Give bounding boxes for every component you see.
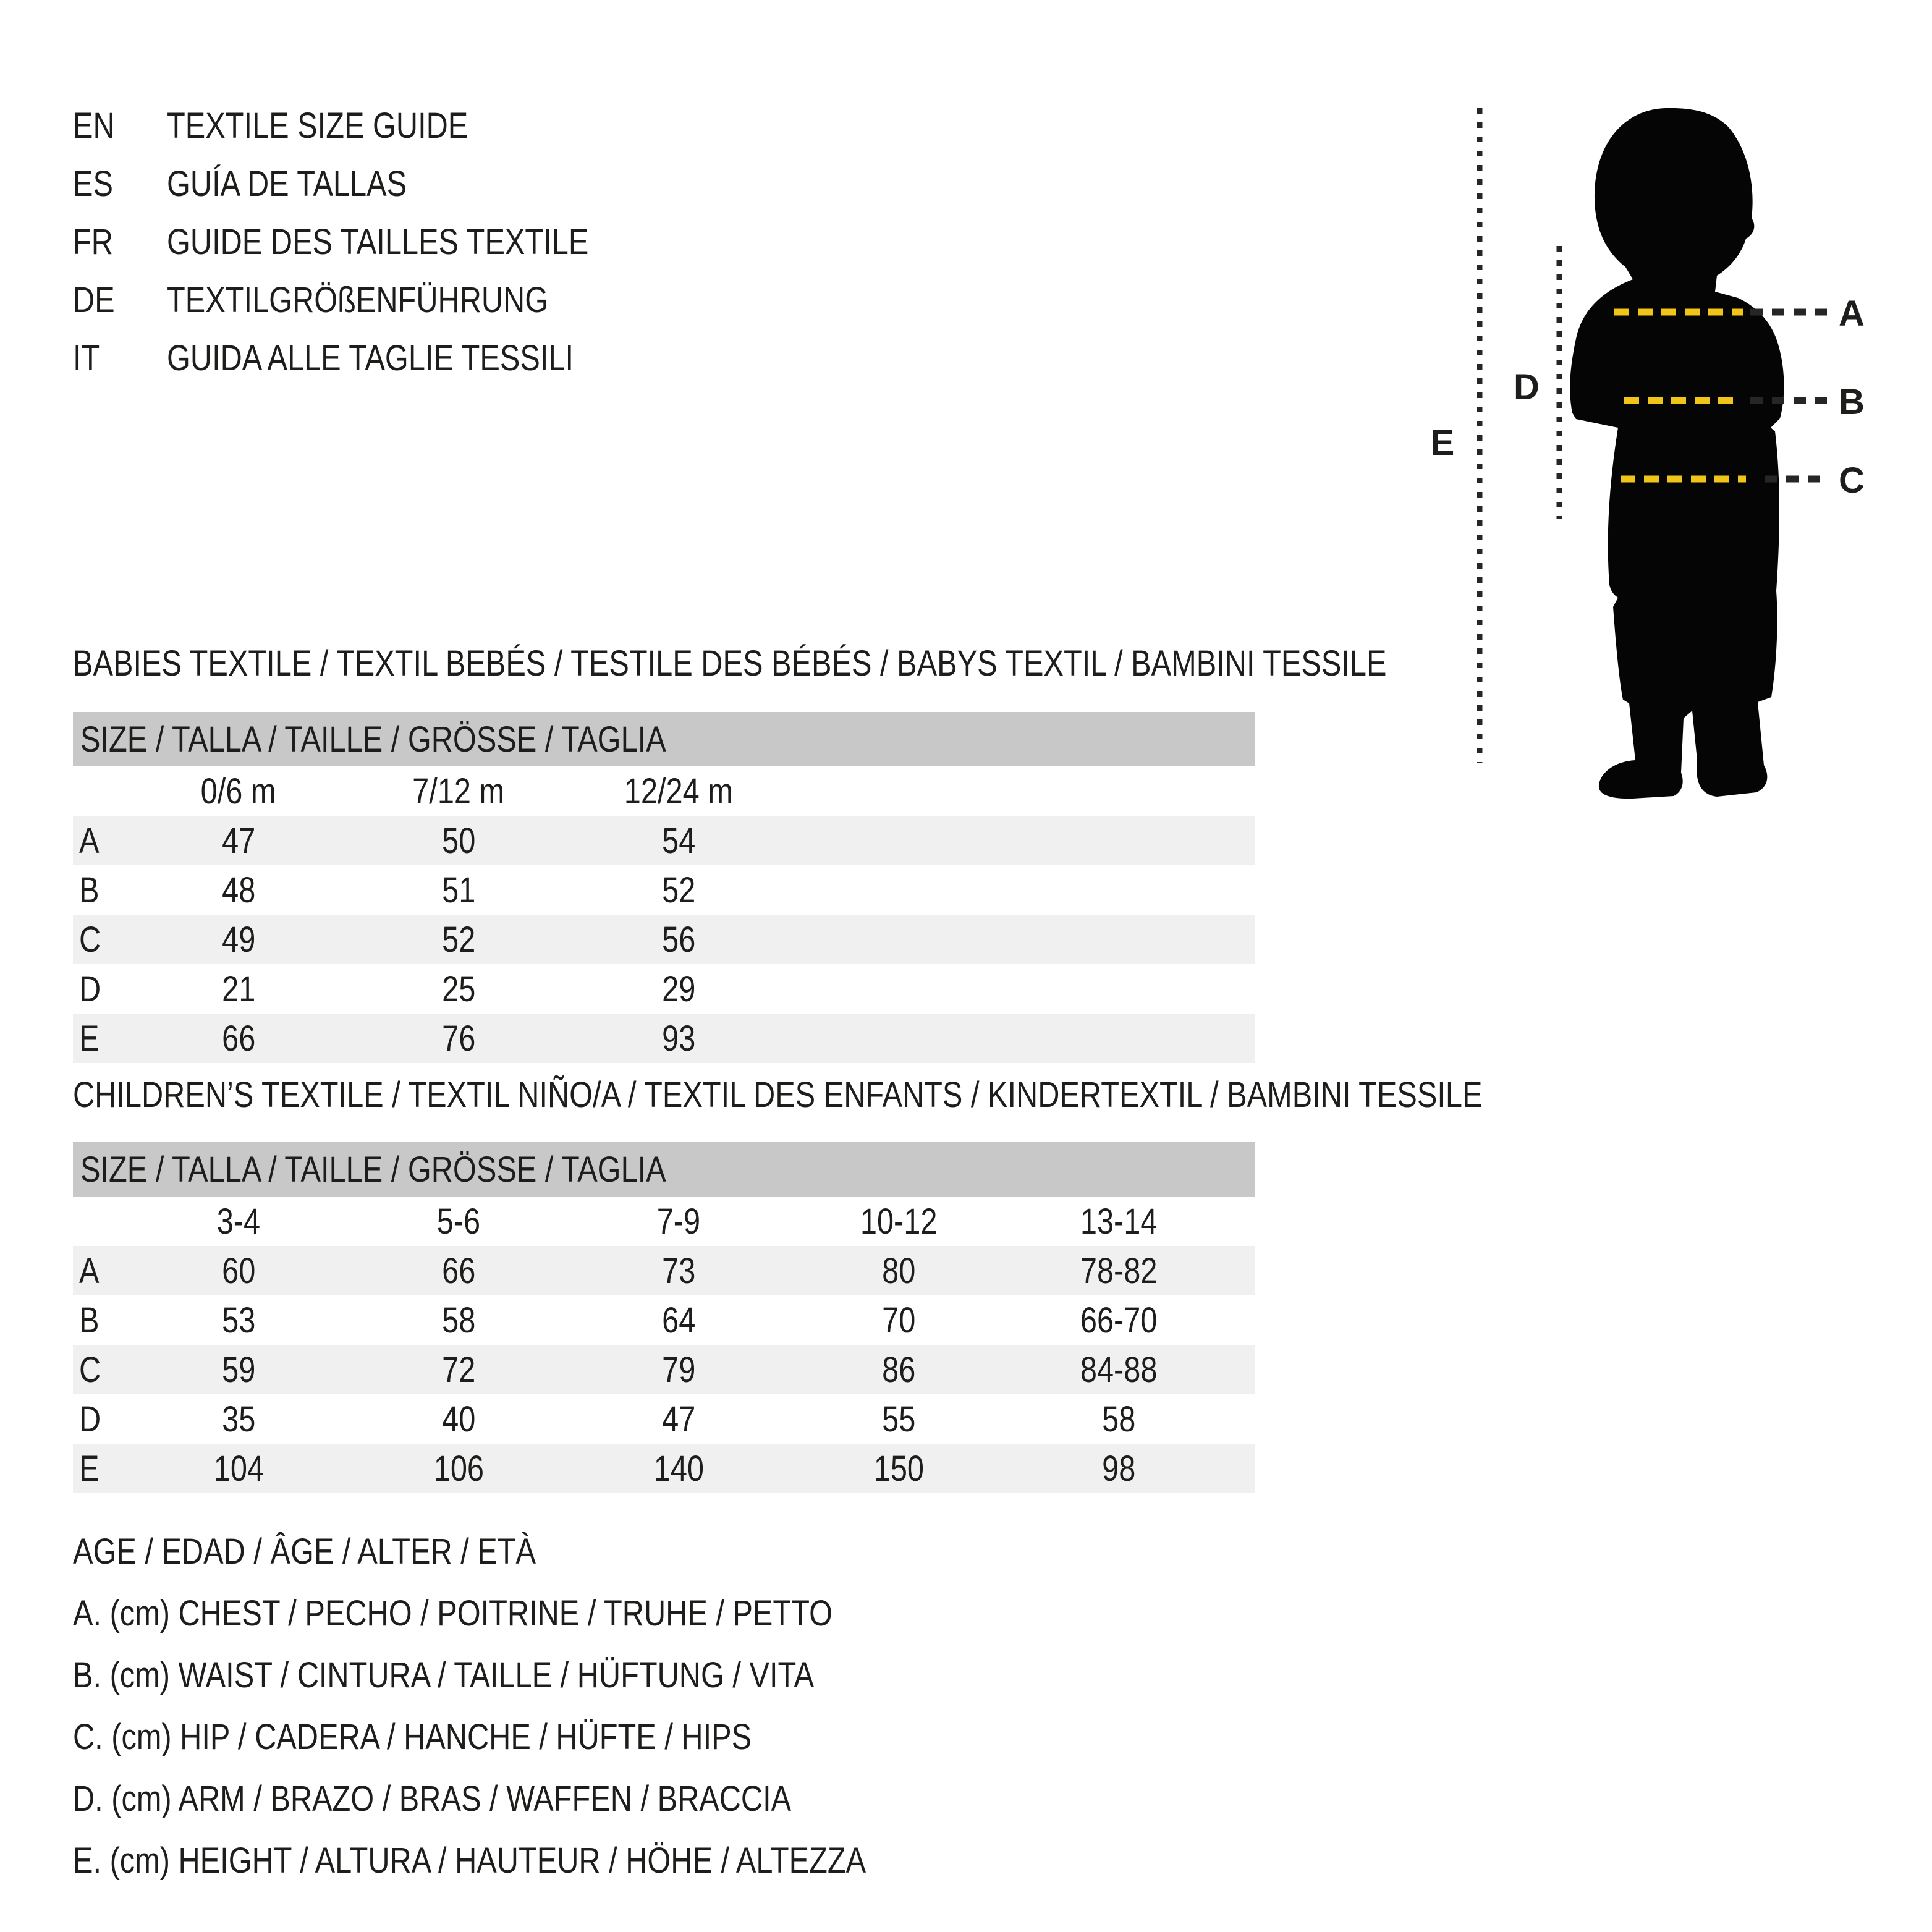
table-row [73, 1014, 1255, 1063]
table-row [73, 915, 1255, 964]
language-code-de: DE [73, 279, 115, 320]
cell: 21 [221, 968, 256, 1009]
cell: 25 [441, 968, 476, 1009]
cell: 58 [441, 1300, 476, 1341]
cell: 47 [221, 820, 256, 861]
legend-arm: D. (cm) ARM / BRAZO / BRAS / WAFFEN / BRACCIA [73, 1778, 792, 1819]
cell: 51 [441, 870, 476, 910]
cell: 79 [661, 1349, 696, 1390]
cell: 52 [661, 870, 696, 910]
column-header: 13-14 [1080, 1201, 1158, 1242]
babies-size-header-bar: SIZE / TALLA / TAILLE / GRÖSSE / TAGLIA [73, 712, 1255, 766]
label-chest-a: A [1839, 294, 1865, 334]
table-row [73, 1444, 1255, 1493]
language-title-de: TEXTILGRÖßENFÜHRUNG [167, 279, 549, 320]
children-size-header-bar: SIZE / TALLA / TAILLE / GRÖSSE / TAGLIA [73, 1142, 1255, 1197]
table-row [73, 1345, 1255, 1394]
column-header: 5-6 [436, 1201, 481, 1242]
column-header: 0/6 m [201, 771, 276, 811]
language-code-fr: FR [73, 221, 113, 262]
row-label: E [79, 1448, 100, 1489]
cell: 73 [661, 1250, 696, 1291]
row-label: B [79, 1300, 100, 1341]
language-title-list [73, 96, 669, 387]
cell: 59 [221, 1349, 256, 1390]
legend-chest: A. (cm) CHEST / PECHO / POITRINE / TRUHE / PETTO [73, 1593, 833, 1633]
cell: 49 [221, 919, 256, 960]
legend-age: AGE / EDAD / ÂGE / ALTER / ETÀ [73, 1531, 536, 1572]
language-code-it: IT [73, 337, 100, 378]
cell: 106 [433, 1448, 484, 1489]
cell: 47 [661, 1399, 696, 1439]
row-label: A [79, 820, 100, 861]
cell: 66 [221, 1018, 256, 1059]
cell: 40 [441, 1399, 476, 1439]
table-row [73, 1394, 1255, 1444]
language-title-en: TEXTILE SIZE GUIDE [167, 105, 468, 146]
children-column-header-row [73, 1197, 1255, 1246]
row-label: A [79, 1250, 100, 1291]
cell: 48 [221, 870, 256, 910]
row-label: D [79, 1399, 101, 1439]
row-label: C [79, 1349, 101, 1390]
cell: 140 [653, 1448, 704, 1489]
cell: 72 [441, 1349, 476, 1390]
language-code-en: EN [73, 105, 115, 146]
table-row [73, 1295, 1255, 1345]
cell: 58 [1101, 1399, 1136, 1439]
babies-section-title: BABIES TEXTILE / TEXTIL BEBÉS / TESTILE DES BÉBÉS / BABYS TEXTIL / BAMBINI TESSILE [73, 643, 1387, 684]
language-row-it [73, 329, 669, 387]
column-header: 12/24 m [624, 771, 734, 811]
row-label: D [79, 968, 101, 1009]
cell: 66-70 [1080, 1300, 1158, 1341]
cell: 35 [221, 1399, 256, 1439]
cell: 52 [441, 919, 476, 960]
language-row-en [73, 96, 669, 155]
children-size-table [73, 1142, 1255, 1493]
children-section-title: CHILDREN’S TEXTILE / TEXTIL NIÑO/A / TEXTIL DES ENFANTS / KINDERTEXTIL / BAMBINI TESSILE [73, 1075, 1483, 1115]
column-header: 10-12 [860, 1201, 938, 1242]
cell: 55 [881, 1399, 916, 1439]
table-row [73, 1246, 1255, 1295]
table-row [73, 865, 1255, 915]
measurement-legend [73, 1520, 1017, 1891]
label-height-e: E [1430, 423, 1455, 463]
cell: 29 [661, 968, 696, 1009]
language-code-es: ES [73, 163, 113, 204]
legend-hip: C. (cm) HIP / CADERA / HANCHE / HÜFTE / HIPS [73, 1716, 752, 1757]
language-row-de [73, 271, 669, 329]
label-waist-b: B [1839, 382, 1865, 422]
column-header: 7/12 m [412, 771, 505, 811]
cell: 150 [873, 1448, 924, 1489]
cell: 70 [881, 1300, 916, 1341]
cell: 76 [441, 1018, 476, 1059]
cell: 84-88 [1080, 1349, 1158, 1390]
cell: 80 [881, 1250, 916, 1291]
babies-size-table [73, 712, 1255, 1063]
cell: 53 [221, 1300, 256, 1341]
row-label: C [79, 919, 101, 960]
table-row [73, 816, 1255, 865]
row-label: E [79, 1018, 100, 1059]
row-label: B [79, 870, 100, 910]
cell: 50 [441, 820, 476, 861]
language-row-fr [73, 213, 669, 271]
cell: 78-82 [1080, 1250, 1158, 1291]
language-title-it: GUIDA ALLE TAGLIE TESSILI [167, 337, 574, 378]
column-header: 7-9 [656, 1201, 701, 1242]
language-row-es [73, 155, 669, 213]
cell: 93 [661, 1018, 696, 1059]
table-row [73, 964, 1255, 1014]
language-title-fr: GUIDE DES TAILLES TEXTILE [167, 221, 589, 262]
measurement-figure [1409, 49, 1932, 816]
cell: 64 [661, 1300, 696, 1341]
cell: 66 [441, 1250, 476, 1291]
label-hip-c: C [1839, 460, 1865, 501]
babies-column-header-row [73, 766, 1255, 816]
cell: 98 [1101, 1448, 1136, 1489]
legend-waist: B. (cm) WAIST / CINTURA / TAILLE / HÜFTUNG / VITA [73, 1654, 815, 1695]
cell: 86 [881, 1349, 916, 1390]
cell: 54 [661, 820, 696, 861]
label-arm-d: D [1514, 367, 1540, 407]
legend-height: E. (cm) HEIGHT / ALTURA / HAUTEUR / HÖHE / ALTEZZA [73, 1840, 866, 1881]
cell: 56 [661, 919, 696, 960]
cell: 60 [221, 1250, 256, 1291]
child-silhouette [1570, 108, 1784, 799]
language-title-es: GUÍA DE TALLAS [167, 163, 407, 204]
column-header: 3-4 [216, 1201, 261, 1242]
cell: 104 [213, 1448, 264, 1489]
